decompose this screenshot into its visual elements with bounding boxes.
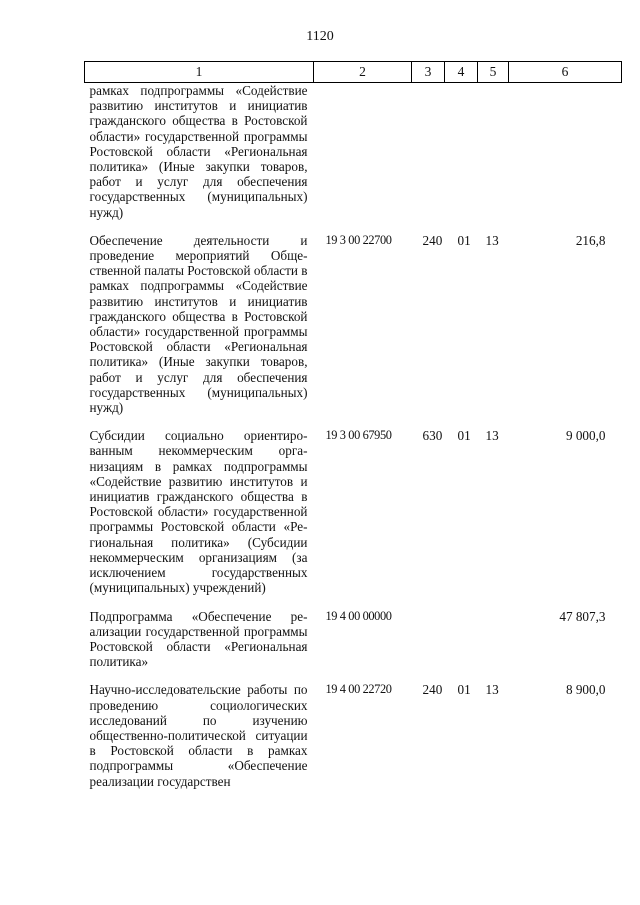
row-subsection: 13 bbox=[485, 682, 499, 698]
row-code: 19 3 00 67950 bbox=[325, 428, 392, 443]
row-amount bbox=[509, 83, 622, 220]
table-row bbox=[85, 609, 622, 670]
row-amount: 9 000,0 bbox=[565, 428, 606, 444]
row-expense-type: 240 bbox=[422, 682, 443, 698]
budget-table bbox=[84, 61, 622, 789]
row-section: 01 bbox=[457, 682, 471, 698]
column-header-5: 5 bbox=[478, 62, 509, 83]
row-code: 19 3 00 22700 bbox=[325, 232, 392, 247]
table-row bbox=[85, 83, 622, 220]
row-subsection: 13 bbox=[485, 232, 499, 248]
row-expense-type: 240 bbox=[422, 232, 443, 248]
row-expense-type bbox=[412, 83, 445, 220]
row-section: 01 bbox=[457, 428, 471, 444]
header-row bbox=[85, 62, 622, 83]
row-amount: 47 807,3 bbox=[559, 608, 606, 624]
row-description: Научно-исследовательские работы по проведению социологических исследований по изучению общественно-политической ситуации в Ростовской области в рамках подпрограммы «Обеспечение реализации государствен bbox=[89, 682, 308, 789]
column-header-3: 3 bbox=[412, 62, 445, 83]
row-expense-type bbox=[412, 609, 445, 670]
row-description: Обеспечение деятельности и проведение мероприятий Общественной палаты Ростовской области в рамках подпрограммы «Содействие развитию институтов и инициатив гражданского общества в Ростовской области» государственной программы Ростовской области «Региональная политика» (Иные закупки товаров, работ и услуг для обеспечения государственных (муниципальных) нужд) bbox=[89, 232, 308, 416]
row-description: Подпрограмма «Обеспечение реализации государственной программы Ростовской области «Региональная политика» bbox=[89, 608, 308, 670]
row-amount: 8 900,0 bbox=[565, 682, 606, 698]
page-number: 1120 bbox=[306, 29, 334, 44]
table-row bbox=[85, 428, 622, 595]
row-section: 01 bbox=[457, 232, 471, 248]
row-amount: 216,8 bbox=[575, 232, 606, 248]
row-expense-type: 630 bbox=[422, 428, 443, 444]
row-section bbox=[445, 609, 478, 670]
row-code: 19 4 00 22720 bbox=[325, 682, 392, 697]
row-subsection bbox=[478, 83, 509, 220]
column-header-1: 1 bbox=[85, 62, 314, 83]
row-subsection: 13 bbox=[485, 428, 499, 444]
row-code: 19 4 00 00000 bbox=[325, 608, 392, 623]
column-header-6: 6 bbox=[509, 62, 622, 83]
row-section bbox=[445, 83, 478, 220]
row-description: рамках подпрограммы «Содействие развитию институтов и инициатив гражданского общества в Ростовской области» государственной программы Ростовской области «Региональная политика» (Иные закупки товаров, работ и услуг для обеспечения государственных (муниципальных) нужд) bbox=[89, 83, 308, 220]
row-description: Субсидии социально ориентированным некоммерческим организациям в рамках подпрограммы «Содействие развитию институтов и инициатив гражданского общества в Ростовской области» государственной программы Ростовской области «Региональная политика» (Субсидии некоммерческим организациям (за исключением государственных (муниципальных) учреждений) bbox=[89, 428, 308, 596]
column-header-4: 4 bbox=[445, 62, 478, 83]
row-code bbox=[314, 83, 412, 220]
table-row bbox=[85, 233, 622, 415]
table-row bbox=[85, 682, 622, 788]
row-subsection bbox=[478, 609, 509, 670]
column-header-2: 2 bbox=[314, 62, 412, 83]
